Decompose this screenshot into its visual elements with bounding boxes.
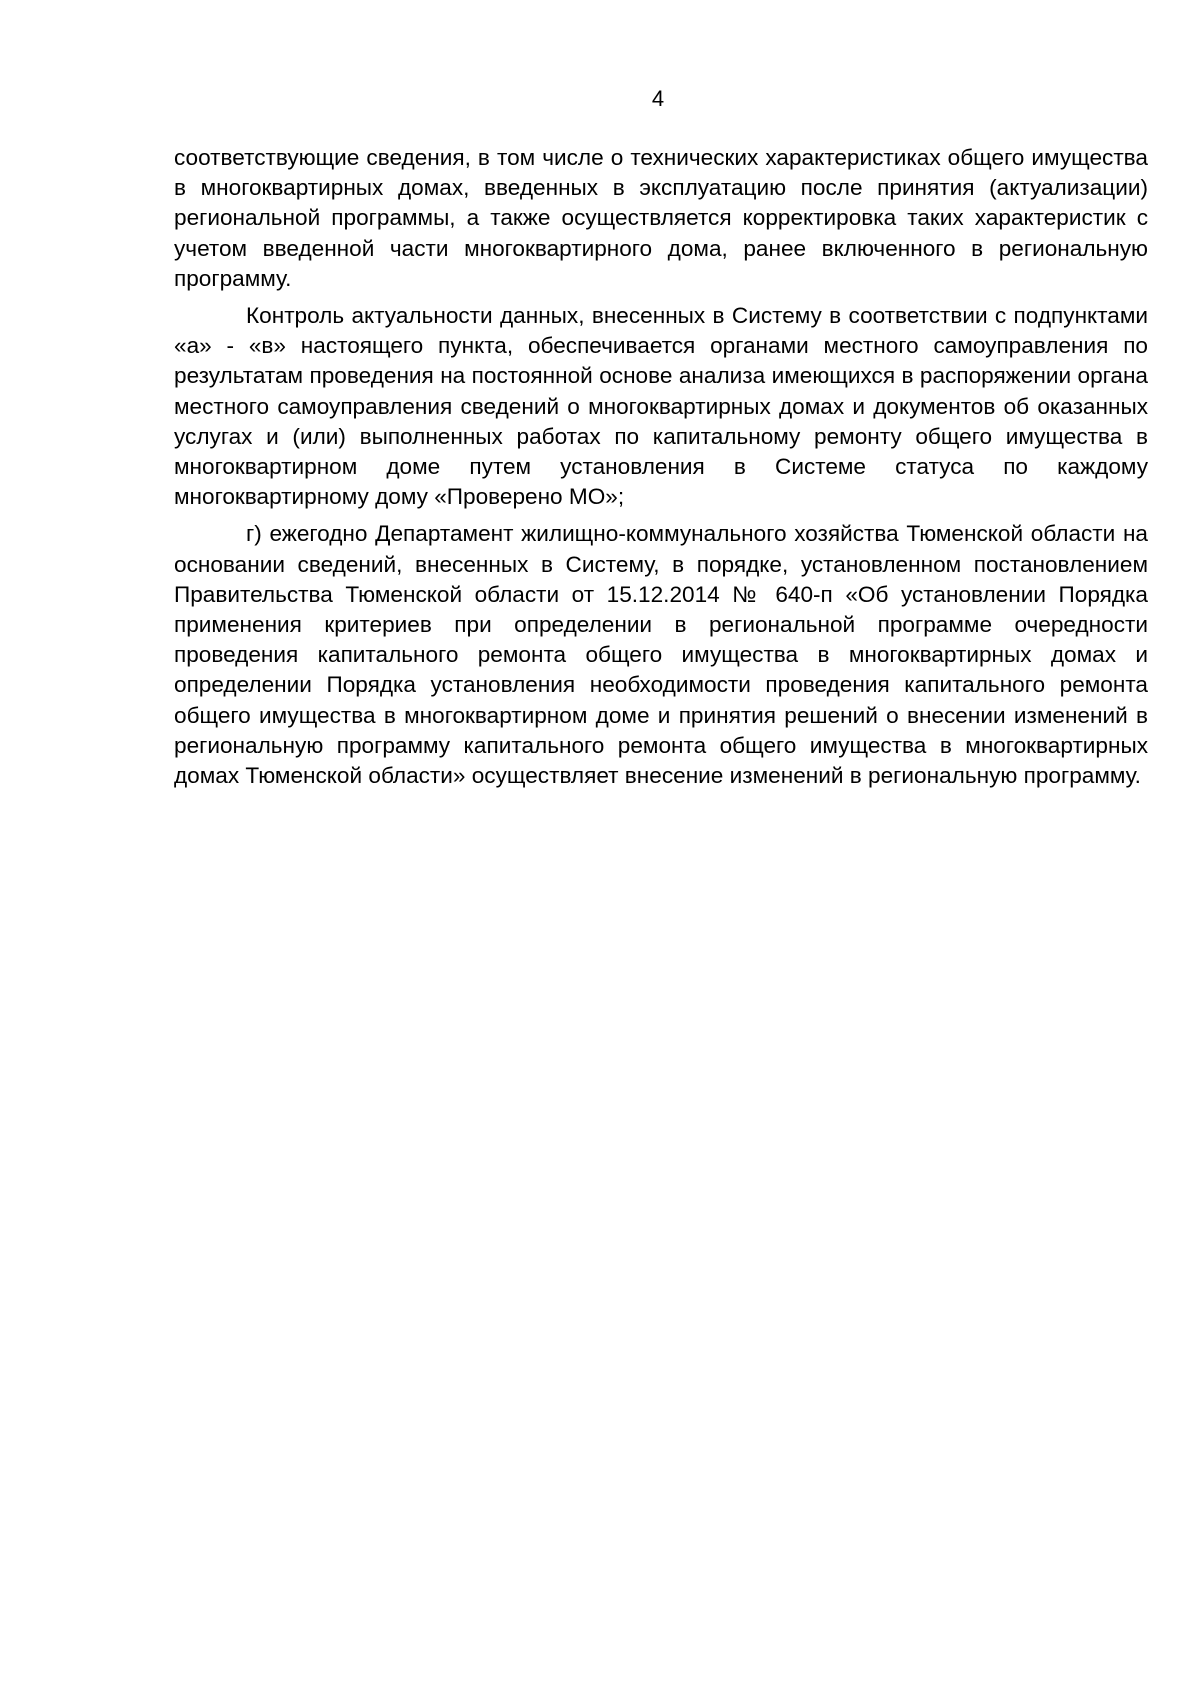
paragraph-continuation: соответствующие сведения, в том числе о технических характеристиках общего имущества в многоквартирных домах, введенных в эксплуатацию после принятия (актуализации) региональной программы, а также осуществляется корректировка таких характеристик с учетом введенной части многоквартирного дома, ранее включенного в региональную программу. xyxy=(174,145,1148,291)
paragraph-data-control: Контроль актуальности данных, внесенных в Систему в соответствии с подпунктами «а» - «в» настоящего пункта, обеспечивается органами местного самоуправления по результатам проведения на постоянной основе анализа имеющихся в распоряжении органа местного самоуправления сведений о многоквартирных домах и документов об оказанных услугах и (или) выполненных работах по капитальному ремонту общего имущества в многоквартирном доме путем установления в Системе статуса по каждому многоквартирному дому «Проверено МО»; xyxy=(174,303,1148,510)
document-body xyxy=(174,143,1148,791)
page-number: 4 xyxy=(651,86,665,111)
paragraph-item-g: г) ежегодно Департамент жилищно-коммунального хозяйства Тюменской области на основании сведений, внесенных в Систему, в порядке, установленном постановлением Правительства Тюменской области от 15.12.2014 № 640-п «Об установлении Порядка применения критериев при определении в региональной программе очередности проведения капитального ремонта общего имущества в многоквартирных домах и определении Порядка установления необходимости проведения капитального ремонта общего имущества в многоквартирном доме и принятия решений о внесении изменений в региональную программу капитального ремонта общего имущества в многоквартирных домах Тюменской области» осуществляет внесение изменений в региональную программу. xyxy=(174,521,1148,789)
